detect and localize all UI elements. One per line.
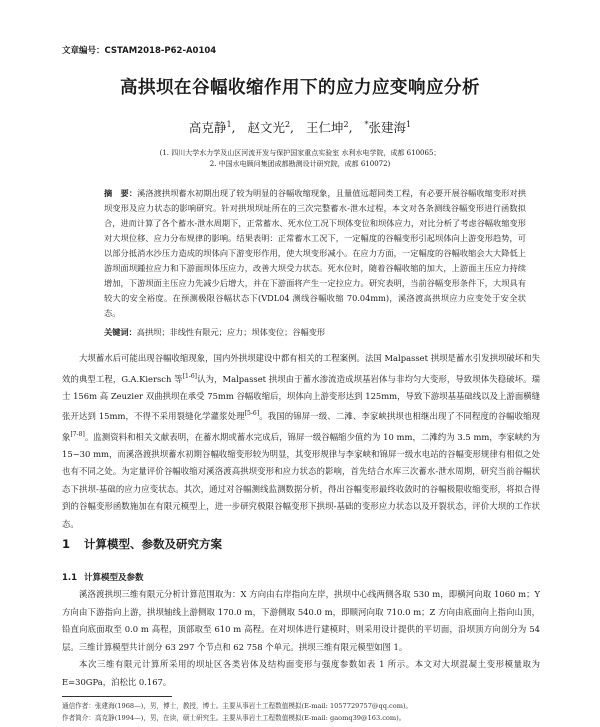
abstract-text: 溪洛渡拱坝蓄水初期出现了较为明显的谷幅收缩现象，且量值远超同类工程，有必要开展谷幅收缩变形对拱坝变形及应力状态的影响研究。针对拱坝坝址所在的三次完整蓄水-泄水过程，本文对各条测线谷幅变形进行函数拟合，进而计算了各个蓄水-泄水周期下，正常蓄水、死水位工况下坝体变位和坝体应力，对比分析了考虑谷幅收缩变形对大坝位移、应力分布规律的影响。结果表明：正常蓄水工况下，一定幅度的谷幅变形引起坝体向上游变形趋势，可以部分抵消水沙压力造成的坝体向下游变形作用，使大坝变形减小。在应力方面，一定幅度的谷幅收缩会大大降低上游坝面坝踵拉应力和下游面坝体压应力，改善大坝受力状态。死水位时，随着谷幅收缩的加大，上游面主压应力持续增加，下游坝面主压应力先减少后增大，并在下游面将产生一定拉应力。研究表明，当前谷幅变形条件下，大坝具有较大的安全裕度。在预测极限谷幅状态下(VDL04 测线谷幅收缩 70.04mm)，溪洛渡高拱坝应力应变处于安全状态。 — [104, 188, 526, 318]
keywords-text: 高拱坝；非线性有限元；应力；坝体变位；谷幅变形 — [136, 327, 326, 337]
author-1: 高克静$^1$ — [188, 119, 232, 135]
affiliation-1: (1. 四川大学水力学及山区河流开发与保护国家重点实验室 水利水电学院，成都 610065； — [159, 149, 441, 157]
section-paragraph-1: 溪洛渡拱坝三维有限元分析计算范围取为：X 方向由右岸指向左岸，拱坝中心线两侧各取 530 m，即横河向取 1060 m；Y 方向由下游指向上游，拱坝轴线上游侧取 170.0 m，下游侧取 540.0 m，即顺河向取 710.0 m；Z 方向由底面向上指向山顶，铅直向底面取至 0.0 m 高程，顶部取至 610 m 高程。在对坝体进行建模时，则采用设计提供的平切面，沿坝顶方向剖分为 54 层。三维计算模型共计剖分 63 297 个节点和 62 758 个单元。拱坝三维有限元模型如图 1。 — [62, 589, 540, 652]
paper-title: 高拱坝在谷幅收缩作用下的应力应变响应分析 — [120, 78, 480, 98]
keywords-label: 关键词： — [104, 327, 137, 337]
section-heading-1: 1 计算模型、参数及研究方案 — [62, 537, 222, 551]
abstract — [104, 186, 526, 321]
abstract-label: 摘 要： — [104, 188, 138, 198]
section-paragraph-2: 本次三维有限元计算所采用的坝址区各类岩体及结构面变形与强度参数如表 1 所示。本文对大坝混凝土变形模量取为 E=30GPa，泊松比 0.167。 — [62, 659, 540, 687]
footnote-author: 作者简介：高克静(1994—)，男，在读，硕士研究生。主要从事岩土工程数值模拟(E-mail: gaomq39@163.com)。 — [62, 714, 406, 722]
subsection-heading-1-1: 1.1 计算模型及参数 — [62, 573, 144, 583]
author-3: 王仁坤$^2$ — [305, 119, 349, 135]
footnote-divider — [62, 696, 172, 697]
affiliation-2: 2. 中国水电顾问集团成都勘测设计研究院，成都 610072) — [209, 160, 391, 168]
author-4: *张建海$^1$ — [364, 119, 412, 135]
article-number: 文章编号：CSTAM2018-P62-A0104 — [62, 46, 217, 56]
footnote-received: 通信作者：张建海(1968—)，男，博士，教授，博士。主要从事岩土工程数值模拟(E-mail: 1057729757@qq.com)。 — [62, 702, 413, 710]
author-2: 赵文光$^2$ — [247, 119, 291, 135]
keywords — [104, 327, 526, 338]
intro-paragraph: 大坝蓄水后可能出现谷幅收缩现象，国内外拱坝建设中都有相关的工程案例。法国 Malpasset 拱坝是蓄水引发拱坝破坏和失效的典型工程，G.A.Kiersch 等[1-6]认为，Malpasset 拱坝由于蓄水渗流造成坝基岩体与非均匀大变形，导致坝体失稳破坏。瑞士 156m 高 Zeuzier 双曲拱坝在承受 75mm 谷幅收缩后，坝体向上游变形达到 125mm，导致下游坝基基础线以及上游面横缝张开达到 15mm，不得不采用裂缝化学灌浆处理[5-6]。我国的锦屏一级、二滩、李家峡拱坝也相继出现了不同程度的谷幅收缩现象[7-8]。监测资料和相关文献表明，在蓄水期或蓄水完成后，锦屏一级谷幅缩少值约为 10 mm，二滩约为 3.5 mm，李家峡约为 15~30 mm，而溪洛渡拱坝蓄水初期谷幅收缩变形较为明显，其变形规律与李家峡和锦屏一级水电站的谷幅变形规律有相似之处也有不同之处。为定量评价谷幅收缩对溪洛渡高拱坝变形和应力状态的影响，首先结合水库三次蓄水-泄水周期，研究当前谷幅状态下拱坝-基础的应力应变状态。其次，通过对谷幅测线监测数据分析，得出谷幅变形最终收敛时的谷幅极限收缩变形，将拟合得到的谷幅变形函数施加在有限元模型上，进一步研究极限谷幅变形下拱坝-基础的变形应力状态以及开裂状态，评价大坝的工作状态。 — [62, 353, 541, 529]
author-list: 高克静$^1$, 赵文光$^2$, 王仁坤$^2$, *张建海$^1$ — [188, 119, 412, 135]
